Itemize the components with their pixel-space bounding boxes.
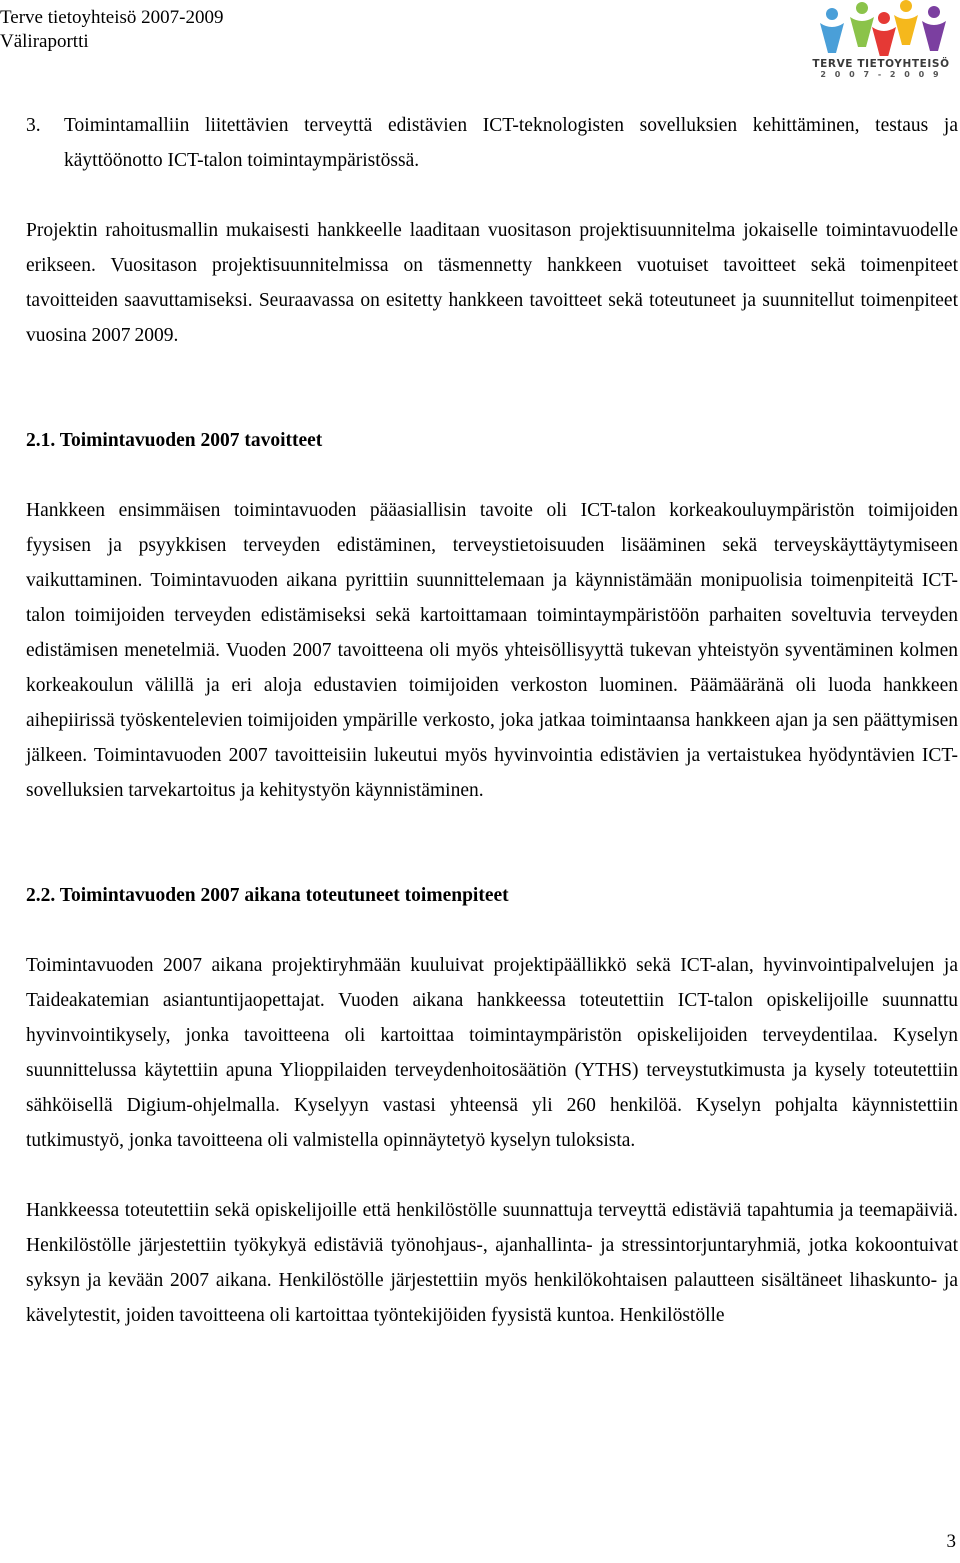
logo-figure-body [850, 17, 874, 47]
logo-figure-head [856, 2, 868, 14]
page-header [0, 6, 223, 54]
logo-figures-icon [802, 0, 960, 56]
document-body [26, 108, 958, 1333]
logo-figure-body [922, 21, 946, 51]
logo-figure-head [878, 12, 890, 24]
section-heading-2-2: 2.2. Toimintavuoden 2007 aikana toteutuneet toimenpiteet [26, 885, 509, 906]
numbered-list-item [26, 108, 958, 178]
intro-paragraph: Projektin rahoitusmallin mukaisesti hankkeelle laaditaan vuositason projektisuunnitelma jokaiselle toimintavuodelle erikseen. Vuositason projektisuunnitelmissa on täsmennetty hankkeen vuotuiset tavoitteet sekä toimenpiteet tavoitteiden saavuttamiseksi. Seuraavassa on esitetty hankkeen tavoitteet sekä toteutuneet ja suunnitellut toimenpiteet vuosina 2007 2009. [26, 220, 958, 346]
header-subtitle: Väliraportti [0, 31, 89, 52]
logo-figure-head [826, 8, 838, 20]
logo-figure-body [894, 15, 918, 45]
logo-figure-head [900, 0, 912, 12]
logo-figure-body [820, 23, 844, 53]
list-item-number: 3. [26, 115, 41, 136]
logo-figure-head [928, 6, 940, 18]
terve-tietoyhteiso-logo [802, 0, 960, 80]
logo-years: 2 0 0 7 - 2 0 0 9 [820, 70, 942, 79]
section-2-1-paragraph: Hankkeen ensimmäisen toimintavuoden pääasiallisin tavoite oli ICT-talon korkeakouluympäristön toimijoiden fyysisen ja psyykkisen terveyden edistäminen, terveystietoisuuden lisääminen sekä terveyskäyttäytymiseen vaikuttaminen. Toimintavuoden aikana pyrittiin suunnittelemaan ja käynnistämään monipuolisia toimenpiteitä ICT-talon toimijoiden terveyden edistämiseksi sekä kartoittamaan toimintaympäristöön parhaiten soveltuvia terveyden edistämisen menetelmiä. Vuoden 2007 tavoitteena oli myös yhteisöllisyyttä tukevan yhteistyön syventäminen kolmen korkeakoulun välillä ja eri aloja edustavien toimijoiden verkoston luominen. Päämääränä oli luoda hankkeen aihepiirissä työskentelevien toimijoiden ympärille verkosto, joka jatkaa toimintaansa hankkeen ajan ja sen päättymisen jälkeen. Toimintavuoden 2007 tavoitteisiin lukeutui myös hyvinvointia edistävien ja vertaistukea hyödyntävien ICT-sovelluksien tarvekartoitus ja kehitystyön käynnistäminen. [26, 500, 958, 801]
section-heading-2-1: 2.1. Toimintavuoden 2007 tavoitteet [26, 430, 323, 451]
page-number: 3 [946, 1531, 956, 1552]
list-item-text: Toimintamalliin liitettävien terveyttä edistävien ICT-teknologisten sovelluksien kehittäminen, testaus ja käyttöönotto ICT-talon toimintaympäristössä. [64, 115, 958, 171]
logo-figure-body [872, 27, 896, 56]
logo-name: TERVE TIETOYHTEISÖ [812, 58, 950, 70]
section-2-2-paragraph-1: Toimintavuoden 2007 aikana projektiryhmään kuuluivat projektipäällikkö sekä ICT-alan, hyvinvointipalvelujen ja Taideakatemian asiantuntijaopettajat. Vuoden aikana hankkeessa toteutettiin ICT-talon opiskelijoille suunnattu hyvinvointikysely, jonka tavoitteena oli kartoittaa toimintaympäristön opiskelijoiden terveydentilaa. Kyselyn suunnittelussa käytettiin apuna Ylioppilaiden terveydenhoitosäätiön (YTHS) terveystutkimusta ja kysely toteutettiin sähköisellä Digium-ohjelmalla. Kyselyyn vastasi yhteensä yli 260 henkilöä. Kyselyn pohjalta käynnistettiin tutkimustyö, jonka tavoitteena oli valmistella opinnäytetyö kyselyn tuloksista. [26, 955, 958, 1151]
section-2-2-paragraph-2: Hankkeessa toteutettiin sekä opiskelijoille että henkilöstölle suunnattuja terveyttä edistäviä tapahtumia ja teemapäiviä. Henkilöstölle järjestettiin työkykyä edistäviä työnohjaus-, ajanhallinta- ja stressintorjuntaryhmiä, jotka kokoontuivat syksyn ja kevään 2007 aikana. Henkilöstölle järjestettiin myös henkilökohtaisen palautteen sisältäneet lihaskunto- ja kävelytestit, joiden tavoitteena oli kartoittaa työntekijöiden fyysistä kuntoa. Henkilöstölle [26, 1200, 958, 1326]
header-title: Terve tietoyhteisö 2007-2009 [0, 7, 224, 28]
